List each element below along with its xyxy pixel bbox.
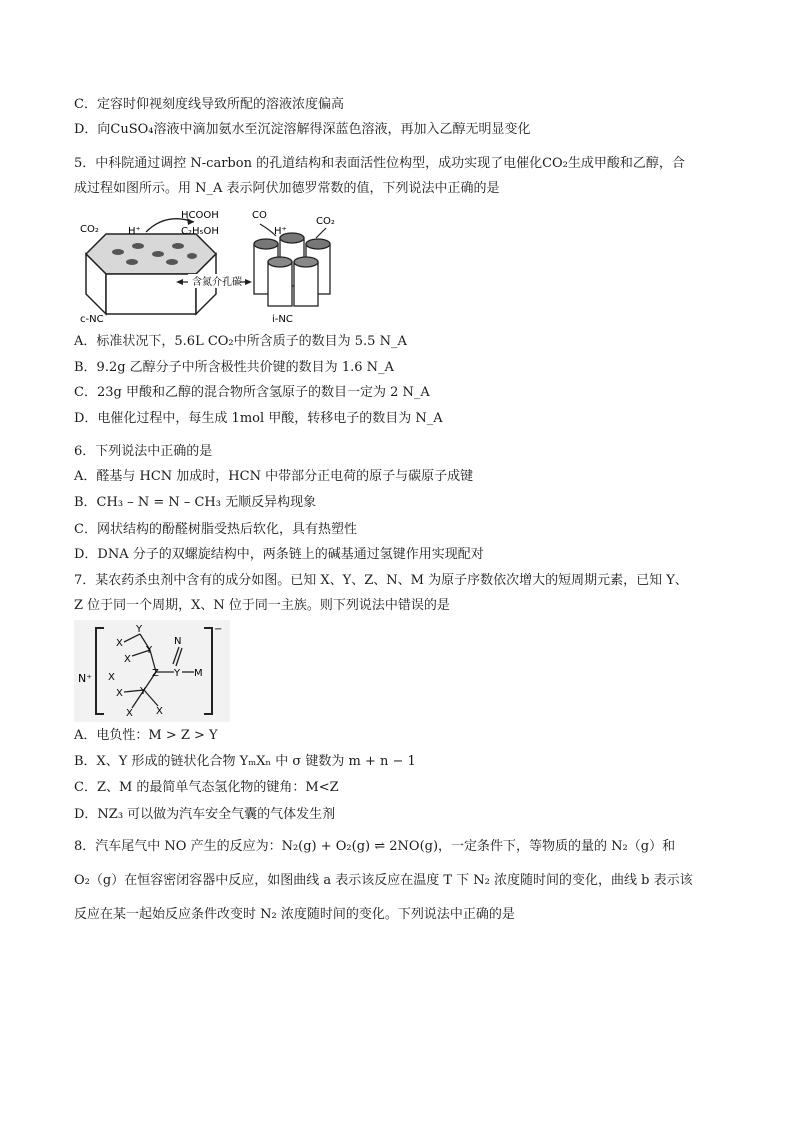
fig7-cation: N⁺ xyxy=(78,672,93,685)
option-c-q5: C．23g 甲酸和乙醇的混合物所含氢原子的数目一定为 2 N_A xyxy=(74,385,430,400)
question-5-stem-1: 5．中科院通过调控 N-carbon 的孔道结构和表面活性位构型，成功实现了电催化CO₂生成甲酸和乙醇，合 xyxy=(74,156,685,171)
fig5-left-name: c-NC xyxy=(80,314,104,324)
option-c-q6: C．网状结构的酚醛树脂受热后软化，具有热塑性 xyxy=(74,522,357,537)
option-d-q5: D．电催化过程中，每生成 1mol 甲酸，转移电子的数目为 N_A xyxy=(74,411,443,426)
fig7-x1: X xyxy=(116,638,123,649)
option-a-q6: A．醛基与 HCN 加成时，HCN 中带部分正电荷的原子与碳原子成键 xyxy=(74,469,474,484)
question-7-stem-1: 7．某农药杀虫剂中含有的成分如图。已知 X、Y、Z、N、M 为原子序数依次增大的短周期元素，已知 Y、 xyxy=(74,573,688,588)
fig7-y-center: Y xyxy=(174,668,181,679)
fig5-h-left: H⁺ xyxy=(128,226,141,237)
fig5-h-right: H⁺ xyxy=(274,226,287,237)
question-8-stem-1: 8．汽车尾气中 NO 产生的反应为：N₂(g) + O₂(g) ⇌ 2NO(g)，一定条件下，等物质的量的 N₂（g）和 xyxy=(74,839,676,854)
fig7-m: M xyxy=(194,668,203,679)
fig7-n-top: N xyxy=(174,636,182,647)
option-a-q5: A．标准状况下，5.6L CO₂中所含质子的数目为 5.5 N_A xyxy=(74,334,407,349)
option-b-q7: B．X、Y 形成的链状化合物 YₘXₙ 中 σ 键数为 m + n − 1 xyxy=(74,754,416,769)
fig5-right-name: i-NC xyxy=(272,314,293,324)
option-b-q6: B．CH₃ – N = N – CH₃ 无顺反异构现象 xyxy=(74,495,317,510)
fig7-x6: X xyxy=(108,672,115,683)
fig5-middle-label: 含氮介孔碳 xyxy=(192,277,242,288)
structure-figure xyxy=(74,620,230,722)
fig5-c2h5oh: C₂H₅OH xyxy=(181,226,219,237)
fig5-co2-right: CO₂ xyxy=(316,216,335,227)
option-c-q4: C．定容时仰视刻度线导致所配的溶液浓度偏高 xyxy=(74,97,344,112)
option-a-q7: A．电负性：M > Z > Y xyxy=(74,728,218,743)
option-d-q7: D．NZ₃ 可以做为汽车安全气囊的气体发生剂 xyxy=(74,807,336,822)
option-b-q5: B．9.2g 乙醇分子中所含极性共价键的数目为 1.6 N_A xyxy=(74,360,394,375)
fig7-x2: X xyxy=(124,654,131,665)
question-8-stem-2: O₂（g）在恒容密闭容器中反应，如图曲线 a 表示该反应在温度 T 下 N₂ 浓度随时间的变化，曲线 b 表示该 xyxy=(74,873,693,888)
fig5-co2-left: CO₂ xyxy=(80,224,99,235)
electrocatalysis-figure xyxy=(76,204,356,324)
fig7-y3: Y xyxy=(140,686,147,697)
fig7-z-center: Z xyxy=(152,668,159,679)
fig5-co: CO xyxy=(252,210,267,221)
fig7-y2: Y xyxy=(146,645,153,656)
option-c-q7: C．Z、M 的最简单气态氢化物的键角：M<Z xyxy=(74,780,339,795)
question-5-stem-2: 成过程如图所示。用 N_A 表示阿伏加德罗常数的值，下列说法中正确的是 xyxy=(74,181,500,196)
question-6-stem: 6．下列说法中正确的是 xyxy=(74,444,213,459)
question-7-stem-2: Z 位于同一个周期，X、N 位于同一主族。则下列说法中错误的是 xyxy=(74,598,450,613)
question-8-stem-3: 反应在某一起始反应条件改变时 N₂ 浓度随时间的变化。下列说法中正确的是 xyxy=(74,907,515,922)
fig7-x3: X xyxy=(116,688,123,699)
fig7-y1: Y xyxy=(136,624,143,635)
fig5-hcooh: HCOOH xyxy=(181,210,219,221)
fig7-x5: X xyxy=(156,706,163,717)
fig7-x4: X xyxy=(126,708,133,719)
option-d-q6: D．DNA 分子的双螺旋结构中，两条链上的碱基通过氢键作用实现配对 xyxy=(74,547,484,562)
option-d-q4: D．向CuSO₄溶液中滴加氨水至沉淀溶解得深蓝色溶液，再加入乙醇无明显变化 xyxy=(74,122,531,137)
fig7-charge: − xyxy=(214,624,223,635)
